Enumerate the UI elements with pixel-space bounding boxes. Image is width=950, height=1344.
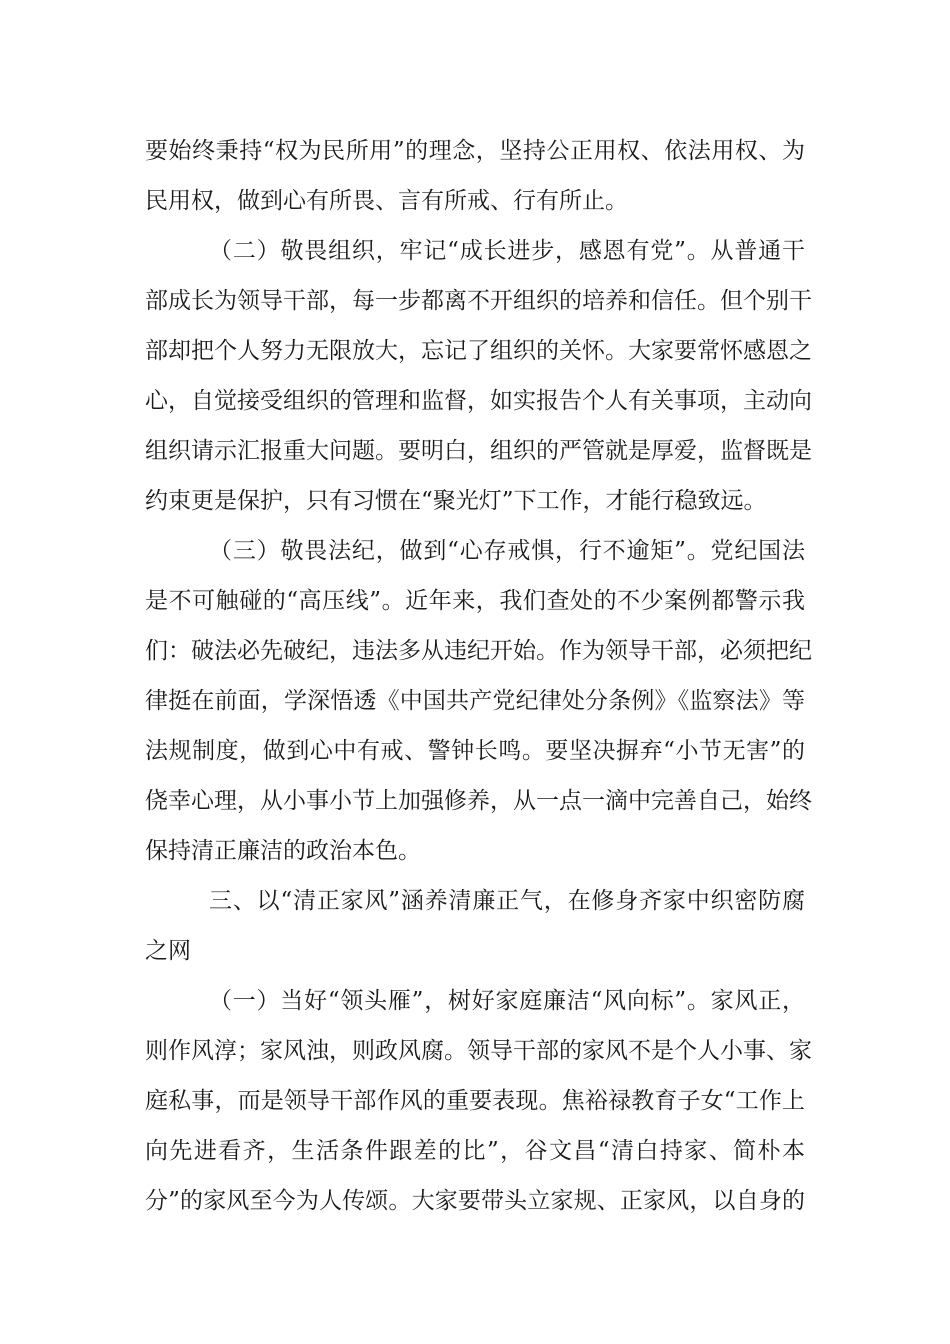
text-line: 部成长为领导干部，每一步都离不开组织的培养和信任。但个别干 (145, 288, 812, 314)
text-line: 民用权，做到心有所畏、言有所戒、行有所止。 (145, 188, 628, 214)
paragraph-heading-line: （三）敬畏法纪，做到“心存戒惧，行不逾矩”。党纪国法 (209, 538, 805, 564)
text-line: 律挺在前面，学深悟透《中国共产党纪律处分条例》《监察法》等 (145, 688, 805, 714)
section-heading-line: 之网 (145, 938, 191, 964)
paragraph-heading-line: （二）敬畏组织，牢记“成长进步，感恩有党”。从普通干 (209, 238, 805, 264)
text-line: 向先进看齐，生活条件跟差的比”，谷文昌“清白持家、简朴本 (145, 1138, 805, 1164)
text-line: 约束更是保护，只有习惯在“聚光灯”下工作，才能行稳致远。 (145, 488, 767, 514)
text-line: 法规制度，做到心中有戒、警钟长鸣。要坚决摒弃“小节无害”的 (145, 738, 805, 764)
text-line: 则作风淳；家风浊，则政风腐。领导干部的家风不是个人小事、家 (145, 1038, 812, 1064)
text-line: 组织请示汇报重大问题。要明白，组织的严管就是厚爱，监督既是 (145, 438, 812, 464)
text-line: 心，自觉接受组织的管理和监督，如实报告个人有关事项，主动向 (145, 388, 812, 414)
text-line: 部却把个人努力无限放大，忘记了组织的关怀。大家要常怀感恩之 (145, 338, 812, 364)
text-line: 侥幸心理，从小事小节上加强修养，从一点一滴中完善自己，始终 (145, 788, 812, 814)
text-line: 是不可触碰的“高压线”。近年来，我们查处的不少案例都警示我 (145, 588, 805, 614)
text-line: 庭私事，而是领导干部作风的重要表现。焦裕禄教育子女“工作上 (145, 1088, 805, 1114)
section-heading-line: 三、以“清正家风”涵养清廉正气，在修身齐家中织密防腐 (209, 888, 805, 914)
paragraph-heading-line: （一）当好“领头雁”，树好家庭廉洁“风向标”。家风正， (209, 988, 805, 1014)
text-line: 保持清正廉洁的政治本色。 (145, 838, 421, 864)
text-line: 要始终秉持“权为民所用”的理念，坚持公正用权、依法用权、为 (145, 138, 805, 164)
text-line: 们：破法必先破纪，违法多从违纪开始。作为领导干部，必须把纪 (145, 638, 812, 664)
text-line: 分”的家风至今为人传颂。大家要带头立家规、正家风，以自身的 (145, 1188, 805, 1214)
